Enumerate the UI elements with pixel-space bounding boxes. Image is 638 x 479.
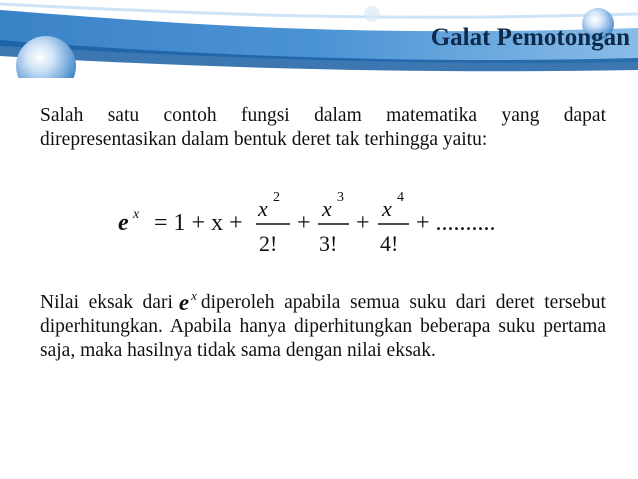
formula-t3-num: x	[322, 196, 332, 221]
formula-tail: + ..........	[416, 210, 496, 236]
formula-t4-den: 4!	[380, 231, 399, 256]
formula-t3-den: 3!	[319, 231, 338, 256]
inline-e-base: e	[178, 290, 190, 315]
formula-plus-2: +	[356, 210, 370, 236]
formula-t2-num: x	[258, 196, 268, 221]
header-banner	[0, 0, 638, 78]
exact-value-paragraph	[40, 282, 606, 363]
intro-paragraph: Salah satu contoh fungsi dalam matematika yang dapat direpresentasikan dalam bentuk deret tak terhingga yaitu:	[40, 105, 606, 150]
formula-t4-pow: 4	[397, 190, 404, 205]
inline-e-expression	[173, 290, 201, 315]
p2-before: Nilai eksak dari	[40, 292, 173, 313]
formula-t2-pow: 2	[273, 190, 280, 205]
p2-after: diperoleh apabila semua suku dari deret tersebut diperhitungkan. Apabila hanya diperhitungkan beberapa suku pertama saja, maka hasilnya tidak sama dengan nilai eksak.	[40, 292, 606, 361]
formula-t2-den: 2!	[259, 231, 278, 256]
formula-plus-1: +	[297, 210, 311, 236]
inline-e-exp: x	[191, 288, 197, 303]
formula-eq-terms: = 1 + x +	[154, 210, 243, 236]
slide-title: Galat Pemotongan	[430, 24, 630, 51]
formula-t3-pow: 3	[337, 190, 344, 205]
formula-lhs-base: e	[118, 210, 129, 236]
formula-lhs-exp: x	[133, 207, 140, 222]
formula-t4-num: x	[382, 196, 392, 221]
